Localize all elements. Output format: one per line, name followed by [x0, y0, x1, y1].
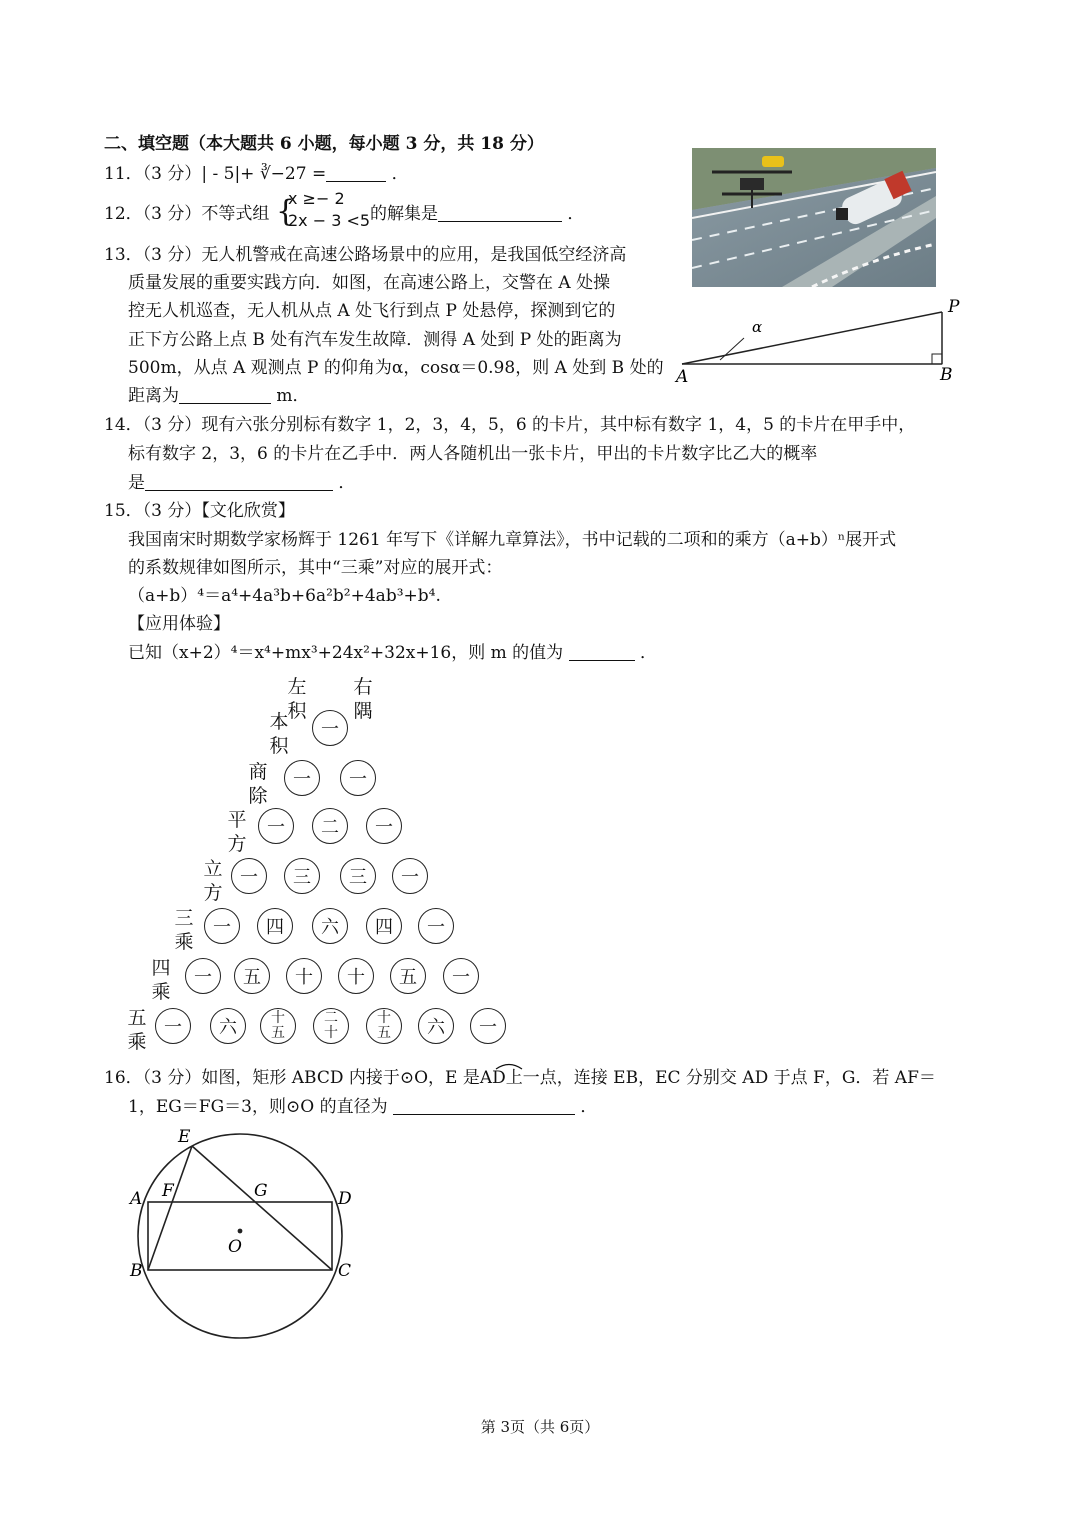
- coeff-circle: 六: [418, 1008, 454, 1044]
- q12-rest: [370, 200, 584, 228]
- q13-last-post: m．: [276, 386, 310, 406]
- row-label-5: 四乘: [151, 957, 171, 1003]
- coeff-circle: 一: [231, 858, 267, 894]
- q12-inequality-1: x ≥− 2: [288, 189, 345, 208]
- coeff-circle: 一: [418, 908, 454, 944]
- coeff-circle: 一: [185, 958, 221, 994]
- q11-tail: ．: [391, 164, 409, 184]
- q15-paragraph-2: 的系数规律如图所示，其中“三乘”对应的展开式：: [128, 558, 503, 578]
- q12-answer-blank[interactable]: [438, 203, 562, 222]
- q14-line-2: 标有数字 2，3，6 的卡片在乙手中．两人各随机出一张卡片，甲出的卡片数字比乙大的概率: [128, 444, 818, 464]
- q15-given-text: 已知（x+2）⁴＝x⁴+mx³+24x²+32x+16，则 m 的值为: [128, 643, 564, 663]
- coeff-circle: 一: [155, 1008, 191, 1044]
- label-P: P: [948, 297, 960, 317]
- q11-number: 11．（3 分）: [104, 164, 202, 184]
- coeff-circle: 二: [312, 808, 348, 844]
- q15-tail: ．: [640, 643, 657, 663]
- circle-O: [138, 1134, 342, 1338]
- rectangle-ABCD: [148, 1202, 332, 1270]
- label-alpha: α: [752, 318, 763, 336]
- coeff-circle: 一: [340, 760, 376, 796]
- q14-answer-blank[interactable]: [145, 472, 333, 491]
- q16-tail: ．: [580, 1097, 598, 1117]
- q14-last-pre: 是: [128, 473, 145, 493]
- coeff-circle: 十 五: [260, 1008, 296, 1044]
- coeff-circle: 一: [204, 908, 240, 944]
- row-label-6: 五乘: [127, 1007, 147, 1053]
- coeff-circle: 四: [257, 908, 293, 944]
- q14-tail: ．: [338, 473, 356, 493]
- page-footer: 第 3页（共 6页）: [480, 1418, 600, 1436]
- coeff-circle: 一: [284, 760, 320, 796]
- coeff-circle: 一: [366, 808, 402, 844]
- coeff-circle: 五: [234, 958, 270, 994]
- q15-subheading: 【应用体验】: [128, 614, 230, 634]
- segment-EC: [192, 1146, 332, 1270]
- q14-line-3: [128, 469, 355, 497]
- center-point: [238, 1229, 243, 1234]
- q16-line-1: 16．（3 分）如图，矩形 ABCD 内接于⊙O，E 是AD上一点，连接 EB，EC 分别交 AD 于点 F，G．若 AF＝: [104, 1068, 936, 1088]
- question-12: [104, 200, 269, 228]
- label-B: B: [940, 365, 953, 385]
- q13-line-4: 正下方公路上点 B 处有汽车发生故障．测得 A 处到 P 处的距离为: [128, 330, 622, 350]
- q13-line-2: 质量发展的重要实践方向．如图，在高速公路上，交警在 A 处操: [128, 273, 611, 293]
- question-11: [104, 160, 409, 188]
- row-label-0: 本积: [269, 711, 289, 757]
- q15-number: 15．（3 分）【文化欣赏】: [104, 501, 295, 521]
- segment-EB: [148, 1146, 192, 1270]
- coeff-circle: 一: [312, 710, 348, 746]
- coeff-circle: 六: [210, 1008, 246, 1044]
- coeff-circle: 十: [286, 958, 322, 994]
- q15-given: [128, 639, 657, 667]
- q12-mid: 的解集是: [370, 204, 438, 224]
- q16-line-2: [128, 1093, 597, 1121]
- q13-figure: [672, 292, 972, 387]
- label-G: G: [254, 1181, 268, 1201]
- section-title: 二、填空题（本大题共 6 小题，每小题 3 分，共 18 分）: [104, 134, 544, 154]
- q12-tail: ．: [567, 204, 585, 224]
- label-D: D: [338, 1189, 352, 1209]
- row-label-1: 商除: [248, 761, 268, 807]
- row-label-3: 立方: [203, 858, 223, 904]
- q12-brace: {: [276, 194, 296, 229]
- q12-inequality-2: 2x − 3 <5: [288, 211, 371, 230]
- alpha-pointer: [720, 338, 744, 360]
- drone-highway-photo: [692, 148, 936, 287]
- coeff-circle: 三: [284, 858, 320, 894]
- coeff-circle: 三: [340, 858, 376, 894]
- label-F: F: [162, 1181, 174, 1201]
- label-B: B: [130, 1261, 143, 1281]
- q11-expression: | - 5|+ ∛−27 =: [201, 164, 327, 184]
- right-angle-mark: [932, 354, 942, 364]
- triangle-top-left-label: 左积: [287, 676, 307, 722]
- q15-answer-blank[interactable]: [569, 642, 635, 661]
- row-label-4: 三乘: [174, 907, 194, 953]
- arc-mark-icon: [494, 1062, 524, 1070]
- q13-line-6: [128, 382, 310, 410]
- q13-line-5: 500m，从点 A 观测点 P 的仰角为α，cosα＝0.98，则 A 处到 B 处的: [128, 358, 664, 378]
- label-O: O: [228, 1237, 242, 1257]
- q16-line-2-text: 1，EG＝FG＝3，则⊙O 的直径为: [128, 1097, 388, 1117]
- q12-system: [288, 188, 370, 232]
- q15-paragraph-1: 我国南宋时期数学家杨辉于 1261 年写下《详解九章算法》，书中记载的二项和的乘方（a+b）ⁿ展开式: [128, 530, 897, 550]
- coeff-circle: 十: [338, 958, 374, 994]
- label-A: A: [676, 367, 689, 387]
- q13-line-3: 控无人机巡查，无人机从点 A 处飞行到点 P 处悬停，探测到它的: [128, 301, 616, 321]
- q13-last-pre: 距离为: [128, 386, 179, 406]
- q15-formula: （a+b）⁴＝a⁴+4a³b+6a²b²+4ab³+b⁴.: [128, 586, 441, 606]
- coeff-circle: 一: [443, 958, 479, 994]
- q16-figure: [120, 1124, 370, 1344]
- coeff-circle: 六: [312, 908, 348, 944]
- q13-answer-blank[interactable]: [179, 385, 271, 404]
- segment-AP: [682, 312, 942, 364]
- label-C: C: [338, 1261, 352, 1281]
- coeff-circle: 一: [470, 1008, 506, 1044]
- drone-highway-illustration: [692, 148, 936, 287]
- q16-answer-blank[interactable]: [393, 1096, 575, 1115]
- coeff-circle: 一: [258, 808, 294, 844]
- coeff-circle: 四: [366, 908, 402, 944]
- q13-line-1: 13．（3 分）无人机警戒在高速公路场景中的应用，是我国低空经济高: [104, 245, 627, 265]
- q12-number: 12．（3 分）不等式组: [104, 204, 270, 224]
- row-label-2: 平方: [227, 809, 247, 855]
- q14-line-1: 14．（3 分）现有六张分别标有数字 1，2，3，4，5，6 的卡片，其中标有数字 1，4，5 的卡片在甲手中，: [104, 415, 916, 435]
- coeff-circle: 一: [392, 858, 428, 894]
- label-A: A: [130, 1189, 143, 1209]
- coeff-circle: 二 十: [313, 1008, 349, 1044]
- triangle-top-right-label: 右隅: [353, 676, 373, 722]
- coeff-circle: 五: [390, 958, 426, 994]
- label-E: E: [178, 1127, 191, 1147]
- coeff-circle: 十 五: [366, 1008, 402, 1044]
- q11-answer-blank[interactable]: [326, 163, 386, 182]
